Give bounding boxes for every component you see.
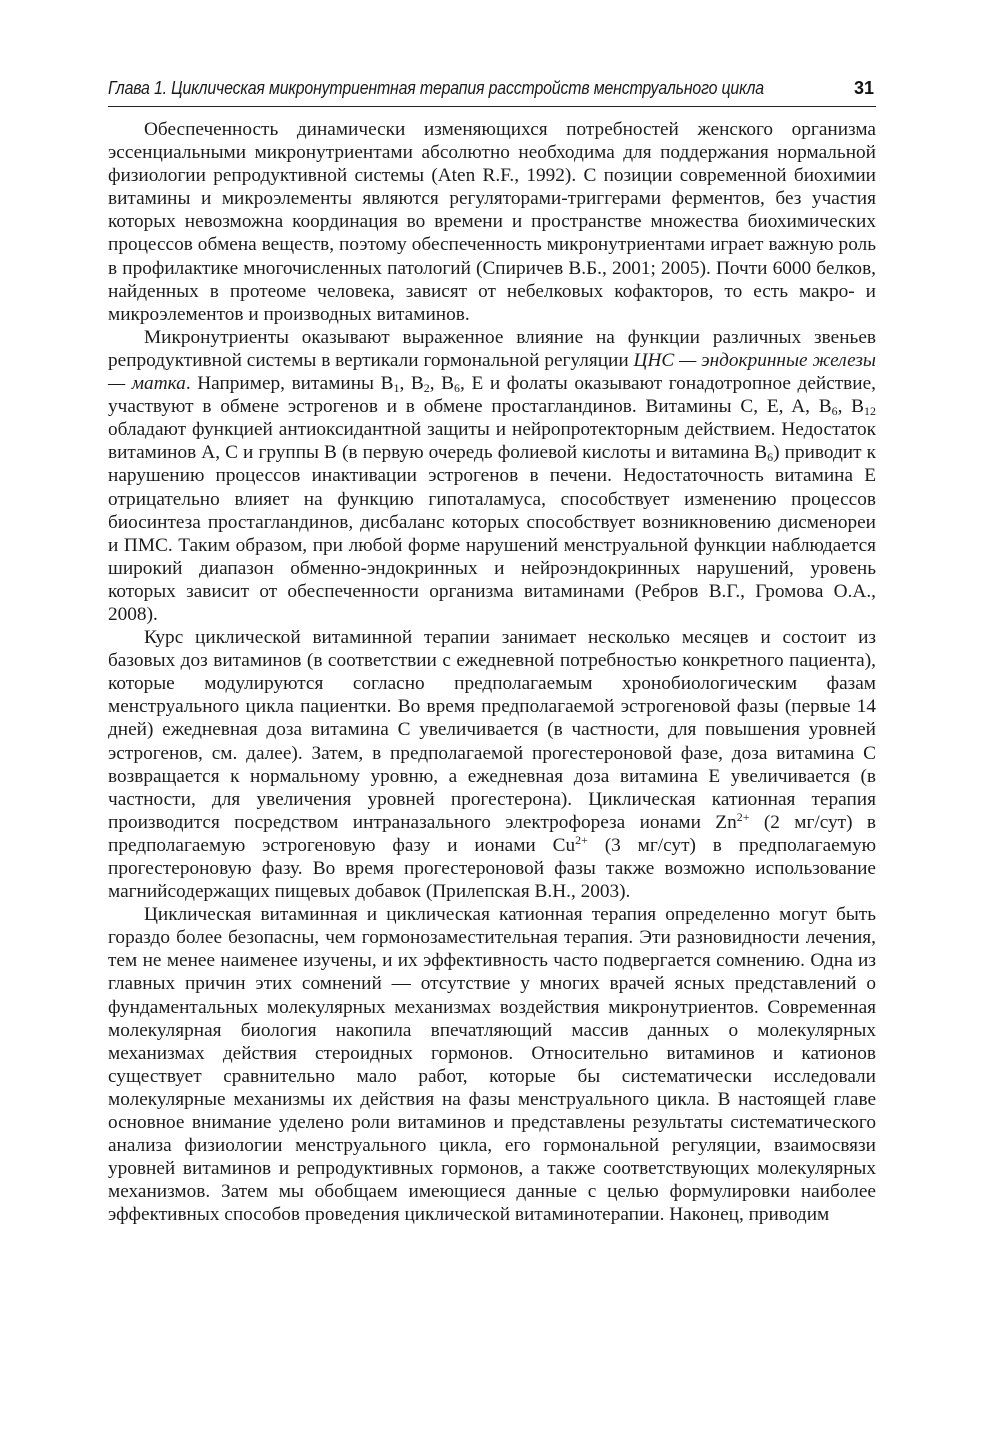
paragraph-1-text: Обеспеченность динамически изменяющихся потребностей женского организма эссенциальными микронутриентами абсолютно необходима для поддержания нормальной физиологии репродуктивной системы (Aten R.F., 1992). С позиции современной биохимии витамины и микроэлементы являются регуляторами-триггерами ферментов, без участия которых невозможна координация во времени и пространстве множества биохимических процессов обмена веществ, поэтому обеспеченность микронутриентами играет важную роль в профилактике многочисленных патологий (Спиричев В.Б., 2001; 2005). Почти 6000 белков, найденных в протеоме человека, зависят от небелковых кофакторов, то есть макро- и микроэлементов и производных витаминов. (108, 119, 876, 325)
page-number: 31 (853, 78, 874, 98)
paragraph-2 (108, 326, 876, 626)
text-segment: . Например, витамины B (185, 373, 394, 395)
text-segment: (2 мг/сут) в предполагаемую эстрогеновую фазу и ионами Cu (108, 811, 876, 856)
text-segment: Микронутриенты оказывают выраженное влияние на функции различных звеньев репродуктивной системы в вертикали гормональной регуляции (108, 326, 876, 371)
text-segment: ) приводит к нарушению процессов инактивации эстрогенов в печени. Недостаточность витамина E отрицательно влияет на функцию гипоталамуса, способствует изменению процессов биосинтеза простагландинов, дисбаланс которых способствует возникновению дисменореи и ПМС. Таким образом, при любой форме нарушений менструальной функции наблюдается широкий диапазон обменно-эндокринных и нейроэндокринных нарушений, уровень которых зависит от обеспеченности организма витаминами (Ребров В.Г., Громова О.А., 2008). (108, 442, 876, 625)
subscript: 6 (831, 404, 838, 419)
paragraph-3 (108, 626, 876, 903)
subscript: 6 (767, 450, 774, 465)
subscript: 1 (393, 381, 400, 396)
paragraph-4-text: Циклическая витаминная и циклическая катионная терапия определенно могут быть гораздо более безопасны, чем гормонозаместительная терапия. Эти разновидности лечения, тем не менее наименее изучены, и их эффективность часто подвергается сомнению. Одна из главных причин этих сомнений — отсутствие у многих врачей ясных представлений о фундаментальных молекулярных механизмах воздействия микронутриентов. Современная молекулярная биология накопила впечатляющий массив данных о молекулярных механизмах действия стероидных гормонов. Относительно витаминов и катионов существует сравнительно мало работ, которые бы систематически исследовали молекулярные механизмы их действия на фазы менструального цикла. В настоящей главе основное внимание уделено роли витаминов и представлены результаты систематического анализа физиологии менструального цикла, его гормональной регуляции, взаимосвязи уровней витаминов и репродуктивных гормонов, а также соответствующих молекулярных механизмов. Затем мы обобщаем имеющиеся данные с целью формулировки наиболее эффективных способов проведения циклической витаминотерапии. Наконец, приводим (108, 904, 876, 1226)
subscript: 6 (454, 381, 461, 396)
subscript: 2 (423, 381, 430, 396)
text-segment: обладают функцией антиоксидантной защиты и нейропротекторным действием. Недостаток витаминов A, C и группы B (в первую очередь фолиевой кислоты и витамина B (108, 419, 876, 464)
paragraph-4 (108, 903, 876, 1226)
paragraph-1 (108, 118, 876, 326)
subscript: 12 (864, 404, 876, 419)
italic-phrase: ЦНС — эндокринные железы — матка (108, 349, 876, 395)
superscript: 2+ (575, 832, 588, 847)
superscript: 2+ (736, 809, 750, 824)
chapter-title: Глава 1. Циклическая микронутриентная терапия расстройств менструального цикла (108, 77, 764, 98)
text-segment: , B (837, 396, 865, 418)
text-segment: , E и фолаты оказывают гонадотропное действие, участвуют в обмене эстрогенов и в обмене простагландинов. Витамины C, E, A, B (108, 373, 876, 418)
text-segment: (3 мг/сут) в предполагаемую прогестероновую фазу. Во время прогестероновой фазы также возможно использование магнийсодержащих пищевых добавок (Прилепская В.Н., 2003). (108, 834, 876, 903)
running-header (108, 66, 876, 107)
text-segment: Курс циклической витаминной терапии занимает несколько месяцев и состоит из базовых доз витаминов (в соответствии с ежедневной потребностью конкретного пациента), которые модулируются согласно предполагаемым хронобиологическим фазам менструального цикла пациентки. Во время предполагаемой эстрогеновой фазы (первые 14 дней) ежедневная доза витамина C увеличивается (в частности, для повышения уровней эстрогенов, см. далее). Затем, в предполагаемой прогестероновой фазе, доза витамина C возвращается к нормальному уровню, а ежедневная доза витамина E увеличивается (в частности, для увеличения уровней прогестерона). Циклическая катионная терапия производится посредством интраназального электрофореза ионами Zn (108, 627, 876, 833)
body-text (108, 118, 876, 1227)
text-segment: , B (429, 373, 455, 395)
text-segment: , B (399, 373, 424, 395)
